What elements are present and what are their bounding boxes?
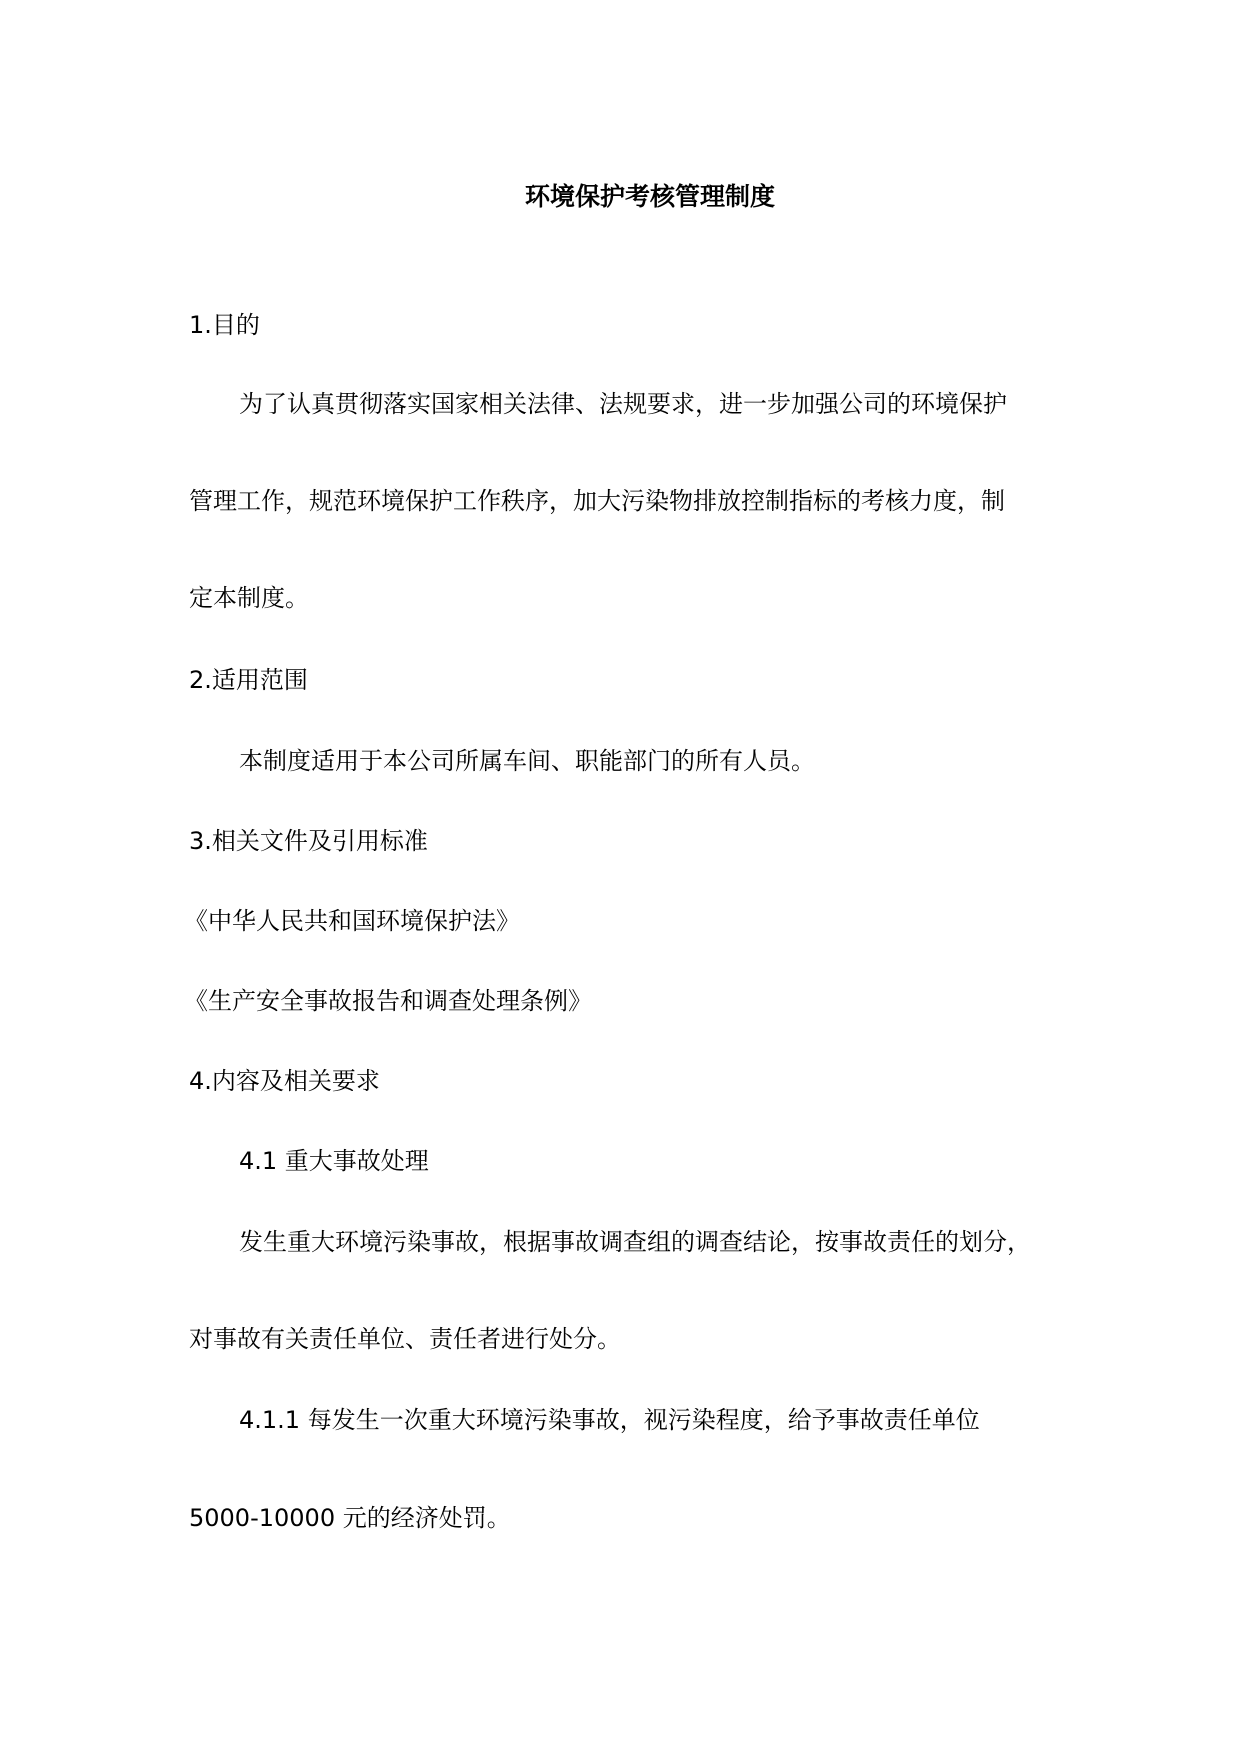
section-2-heading: 2.适用范围 (189, 666, 308, 694)
section-2-para: 本制度适用于本公司所属车间、职能部门的所有人员。 (239, 747, 815, 775)
subsection-4-1-1-line-2: 5000-10000 元的经济处罚。 (189, 1504, 511, 1532)
section-3-heading: 3.相关文件及引用标准 (189, 827, 428, 855)
subsection-4-1-1-line-1: 4.1.1 每发生一次重大环境污染事故，视污染程度，给予事故责任单位 (239, 1406, 980, 1434)
subsection-4-1-heading: 4.1 重大事故处理 (239, 1147, 429, 1175)
reference-item: 《中华人民共和国环境保护法》 (184, 907, 520, 935)
document-title: 环境保护考核管理制度 (524, 182, 775, 211)
subsection-4-1-para-line-1: 发生重大环境污染事故，根据事故调查组的调查结论，按事故责任的划分， (239, 1228, 1031, 1256)
section-1-para-line-3: 定本制度。 (189, 584, 309, 612)
reference-item: 《生产安全事故报告和调查处理条例》 (184, 987, 592, 1015)
section-1-para-line-1: 为了认真贯彻落实国家相关法律、法规要求，进一步加强公司的环境保护 (239, 390, 1007, 418)
section-1-para-line-2: 管理工作，规范环境保护工作秩序，加大污染物排放控制指标的考核力度，制 (189, 487, 1005, 515)
section-1-heading: 1.目的 (189, 311, 260, 339)
section-4-heading: 4.内容及相关要求 (189, 1067, 380, 1095)
subsection-4-1-para-line-2: 对事故有关责任单位、责任者进行处分。 (189, 1325, 621, 1353)
